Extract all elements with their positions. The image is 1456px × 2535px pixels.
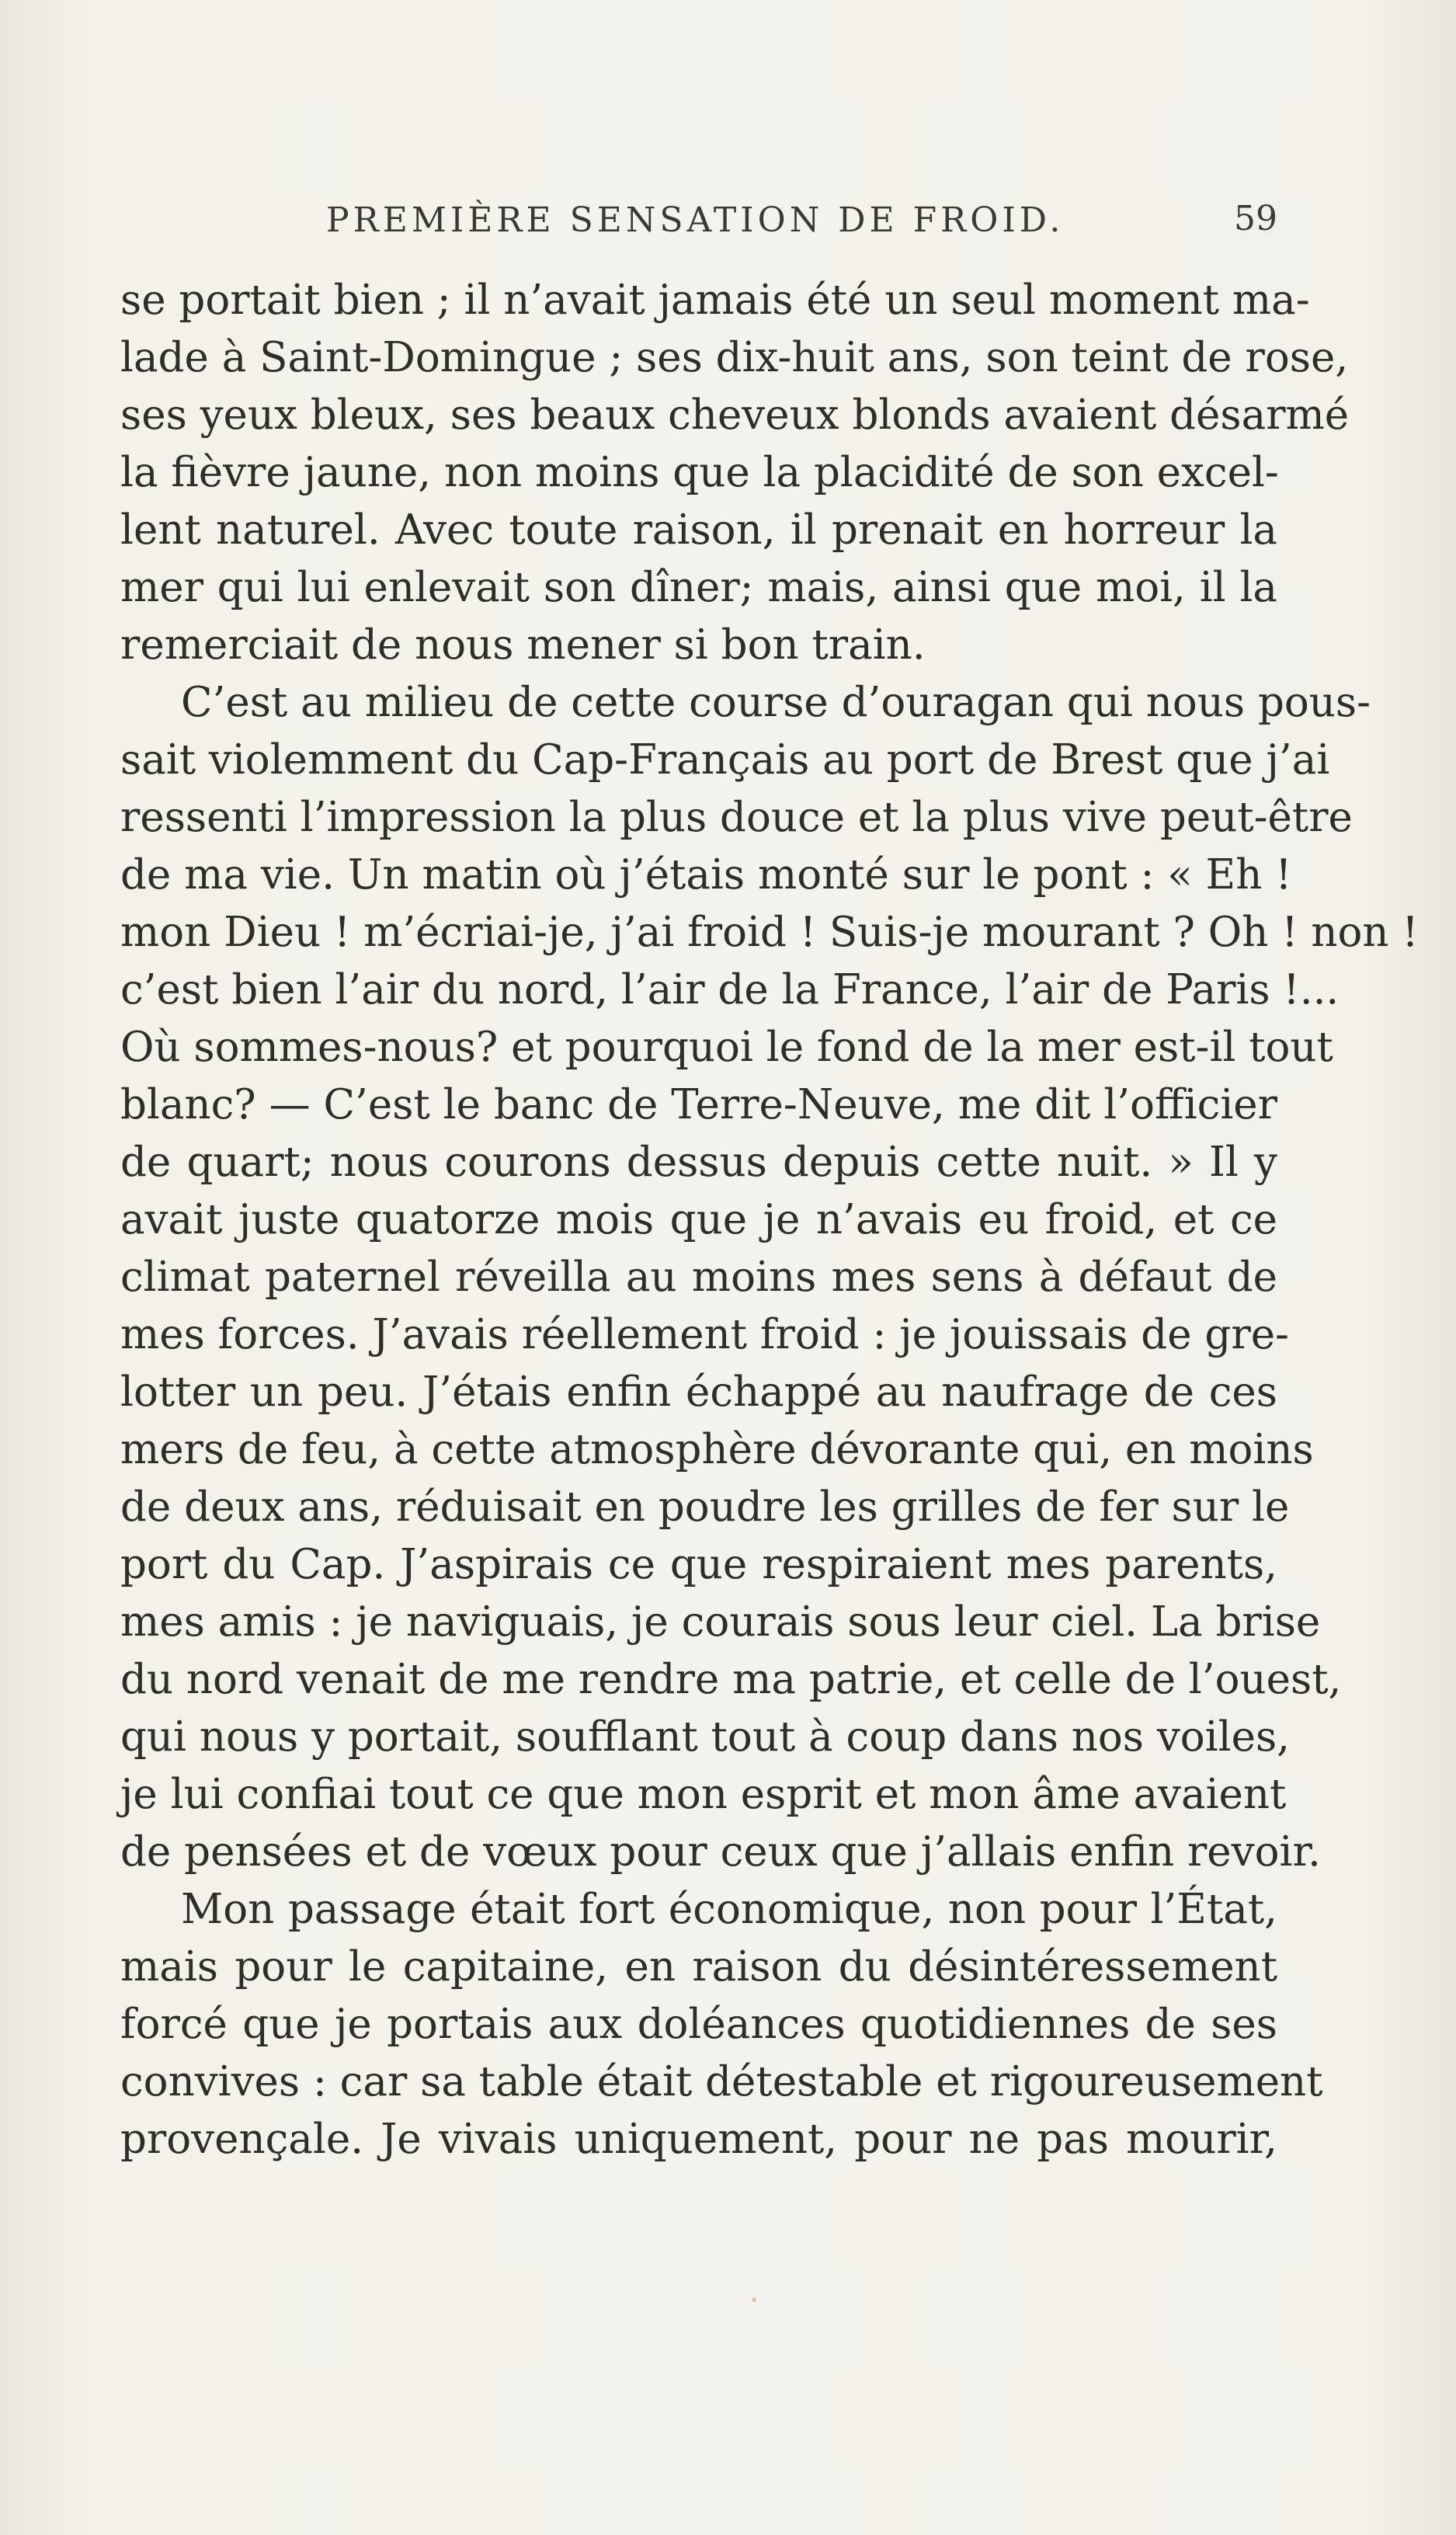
page-header xyxy=(120,193,1277,255)
text-line: remerciait de nous mener si bon train. xyxy=(120,621,926,669)
text-line: mais pour le capitaine, en raison du désintéressement xyxy=(120,1943,1277,1991)
text-line: lent naturel. Avec toute raison, il prenait en horreur la xyxy=(120,506,1277,554)
text-line: lade à Saint-Domingue ; ses dix-huit ans, son teint de rose, xyxy=(120,334,1349,381)
text-line: blanc? — C’est le banc de Terre-Neuve, me dit l’officier xyxy=(120,1081,1277,1128)
text-line: ses yeux bleux, ses beaux cheveux blonds avaient désarmé xyxy=(120,391,1350,439)
text-line: Mon passage était fort économique, non pour l’État, xyxy=(181,1886,1277,1933)
paper-stain xyxy=(752,2297,756,2302)
text-line: je lui confiai tout ce que mon esprit et mon âme avaient xyxy=(120,1771,1287,1818)
text-line: la fièvre jaune, non moins que la placidité de son excel- xyxy=(120,449,1279,496)
page-number: 59 xyxy=(1234,199,1277,238)
text-line: qui nous y portait, soufflant tout à coup dans nos voiles, xyxy=(120,1713,1290,1761)
text-line: de ma vie. Un matin où j’étais monté sur le pont : « Eh ! xyxy=(120,851,1292,899)
text-line: mes forces. J’avais réellement froid : je jouissais de gre- xyxy=(120,1311,1289,1358)
text-line: de pensées et de vœux pour ceux que j’allais enfin revoir. xyxy=(120,1828,1321,1876)
text-line: forcé que je portais aux doléances quotidiennes de ses xyxy=(120,2001,1277,2048)
text-line: sait violemment du Cap-Français au port de Brest que j’ai xyxy=(120,736,1330,784)
running-head: PREMIÈRE SENSATION DE FROID. xyxy=(326,200,1065,240)
body-text xyxy=(120,272,1419,2168)
text-line: port du Cap. J’aspirais ce que respiraient mes parents, xyxy=(120,1541,1277,1588)
text-line: mer qui lui enlevait son dîner; mais, ainsi que moi, il la xyxy=(120,564,1277,611)
text-line: de deux ans, réduisait en poudre les grilles de fer sur le xyxy=(120,1483,1290,1531)
text-line: climat paternel réveilla au moins mes sens à défaut de xyxy=(120,1254,1277,1301)
text-line: provençale. Je vivais uniquement, pour ne pas mourir, xyxy=(120,2116,1277,2163)
text-line: c’est bien l’air du nord, l’air de la France, l’air de Paris !... xyxy=(120,966,1340,1014)
text-line: mes amis : je naviguais, je courais sous leur ciel. La brise xyxy=(120,1598,1321,1646)
text-line: C’est au milieu de cette course d’ouragan qui nous pous- xyxy=(181,679,1371,726)
text-line: ressenti l’impression la plus douce et la plus vive peut-être xyxy=(120,794,1353,841)
text-line: mon Dieu ! m’écriai-je, j’ai froid ! Suis-je mourant ? Oh ! non ! xyxy=(120,909,1419,956)
text-line: lotter un peu. J’étais enfin échappé au naufrage de ces xyxy=(120,1368,1277,1416)
text-line: avait juste quatorze mois que je n’avais eu froid, et ce xyxy=(120,1196,1277,1243)
text-line: Où sommes-nous? et pourquoi le fond de la mer est-il tout xyxy=(120,1024,1333,1071)
text-line: convives : car sa table était détestable et rigoureusement xyxy=(120,2058,1323,2106)
text-line: mers de feu, à cette atmosphère dévorante qui, en moins xyxy=(120,1426,1314,1473)
text-line: se portait bien ; il n’avait jamais été un seul moment ma- xyxy=(120,276,1310,324)
text-line: du nord venait de me rendre ma patrie, et celle de l’ouest, xyxy=(120,1656,1342,1703)
text-line: de quart; nous courons dessus depuis cette nuit. » Il y xyxy=(120,1139,1277,1186)
